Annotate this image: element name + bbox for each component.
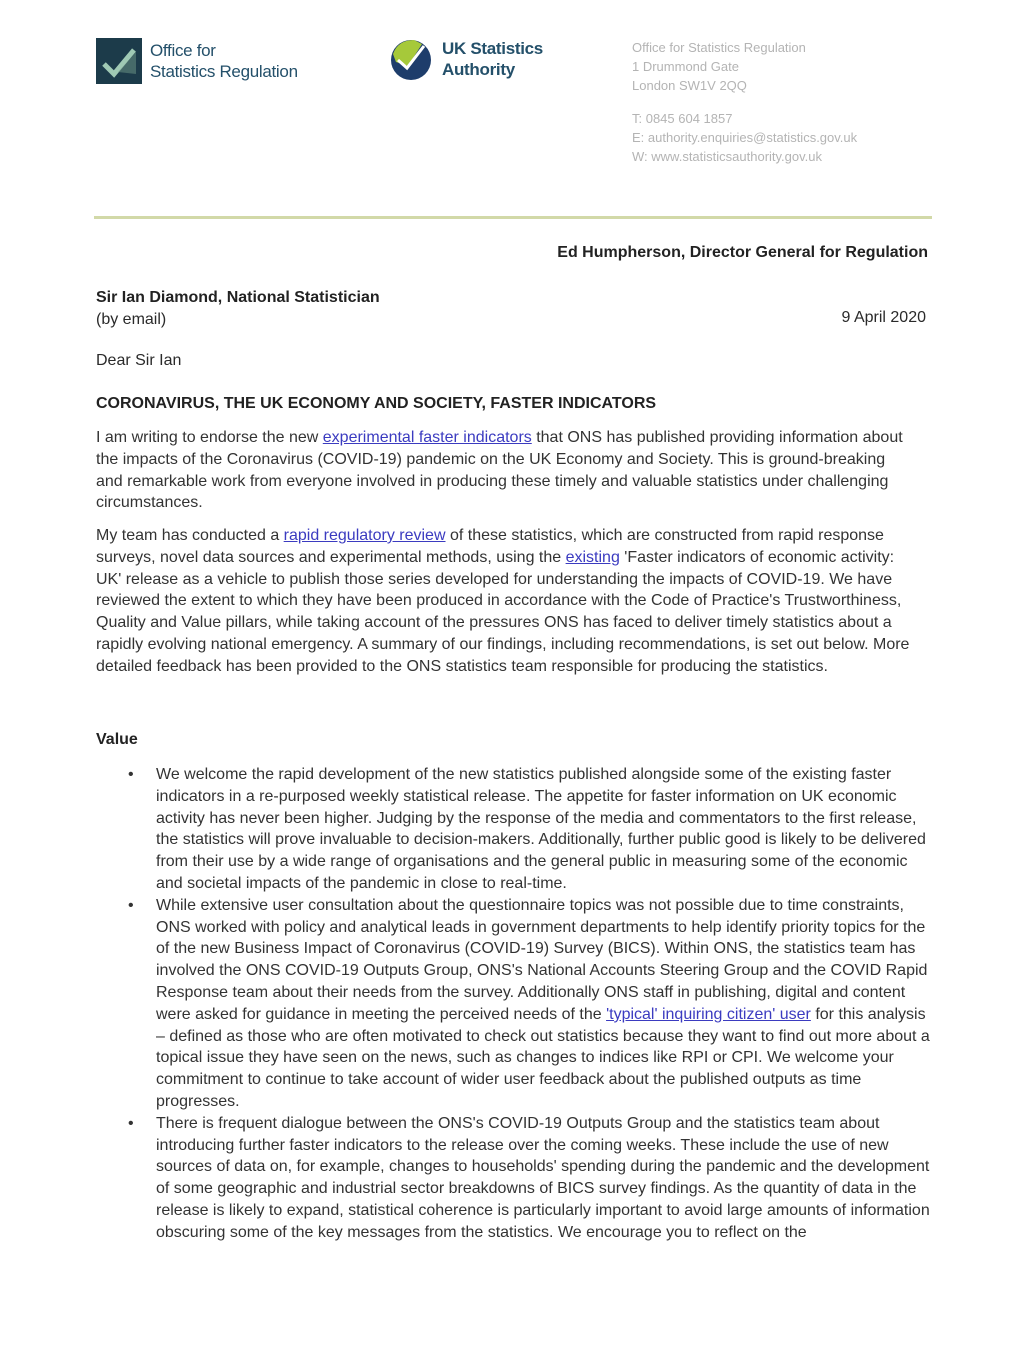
section-heading-value: Value	[96, 731, 138, 748]
experimental-faster-indicators-link[interactable]: experimental faster indicators	[322, 429, 532, 446]
bullet-icon: •	[128, 896, 134, 914]
address-line: 1 Drummond Gate	[632, 59, 739, 74]
bullet-text: We welcome the rapid development of the new statistics published alongside some of the existing faster indicators in a re-purposed weekly statistical release. The appetite for faster information on UK economic activity has never been higher. Judging by the response of the media and commentators to the first release, the statistics will prove invaluable to decision-makers. Additionally, further public good is likely to be delivered from their use by a wide range of organisations and the general public in measuring some of the economic and societal impacts of the pandemic in close to real-time.	[156, 766, 926, 892]
letter-date: 9 April 2020	[841, 309, 926, 326]
contact-email[interactable]: E: authority.enquiries@statistics.gov.uk	[632, 130, 858, 145]
text-span: I am writing to endorse the new	[96, 429, 323, 446]
uksa-logo-line1: UK Statistics	[442, 39, 543, 58]
osr-logo-line1: Office for	[150, 41, 216, 60]
osr-logo-text	[150, 40, 298, 82]
bullet-icon: •	[128, 766, 134, 783]
rapid-regulatory-review-link[interactable]: rapid regulatory review	[283, 527, 446, 544]
list-item	[96, 1113, 934, 1244]
list-item	[96, 895, 934, 1113]
paragraph-intro	[96, 427, 916, 514]
salutation: Dear Sir Ian	[96, 352, 182, 369]
text-span: that ONS has published providing information about the impacts of the Coronavirus (COVID-19) pandemic on the UK Economy and Society. This is ground-breaking and remarkable work from everyone involved in producing these timely and valuable statistics under challenging circumstances.	[96, 429, 903, 512]
text-span: of these statistics, which are constructed from rapid response surveys, novel data sources and experimental methods, using the	[96, 527, 884, 566]
typical-inquiring-citizen-link[interactable]: 'typical' inquiring citizen' user	[606, 1005, 811, 1023]
paragraph-review	[96, 525, 916, 678]
bullet-text: While extensive user consultation about the questionnaire topics was not possible due to time constraints, ONS worked with policy and analytical leads in government departments to help identify priority topics for the of the new Business Impact of Coronavirus (COVID-19) Survey (BICS). Within ONS, the statistics team has involved the ONS COVID-19 Outputs Group, ONS's National Accounts Steering Group and the COVID Rapid Response team about their needs from the survey. Additionally ONS staff in publishing, digital and content were asked for guidance in meeting the perceived needs of the	[156, 896, 928, 1023]
checkmark-circle-icon	[388, 36, 434, 82]
uksa-logo-line2: Authority	[442, 60, 515, 79]
uksa-logo-text	[442, 38, 543, 80]
contact-website[interactable]: W: www.statisticsauthority.gov.uk	[632, 149, 823, 164]
existing-release-link[interactable]: existing	[565, 548, 620, 566]
bullet-icon: •	[128, 1114, 134, 1132]
recipient-name: Sir Ian Diamond, National Statistician	[96, 289, 380, 306]
value-bullet-list	[96, 764, 934, 1244]
recipient-note: (by email)	[96, 311, 167, 328]
sender-name: Ed Humpherson, Director General for Regulation	[557, 244, 928, 261]
text-span: 'Faster indicators of economic activity: UK' release as a vehicle to publish those series developed for understanding the impacts of COVID-19. We have reviewed the extent to which they have been produced in accordance with the Code of Practice's Trustworthiness, Quality and Value pillars, while taking account of the pressures ONS has faced to deliver timely statistics about a rapidly evolving national emergency. A summary of our findings, including recommendations, is set out below. More detailed feedback has been provided to the ONS statistics team responsible for producing the statistics.	[96, 548, 910, 675]
recipient-block	[96, 287, 380, 331]
contact-phone: T: 0845 604 1857	[632, 111, 733, 126]
text-span: My team has conducted a	[96, 527, 284, 544]
uksa-logo	[388, 36, 543, 82]
osr-logo	[96, 38, 298, 84]
address-line: Office for Statistics Regulation	[632, 40, 806, 55]
bullet-text: for this analysis – defined as those who are often motivated to check out statistics because they want to find out more about a topical issue they have seen on the news, such as changes to indices like RPI or CPI. We welcome your commitment to continue to take account of wider user feedback about the published outputs as time progresses.	[156, 1005, 930, 1110]
list-item	[96, 764, 934, 895]
sender-address	[632, 38, 857, 166]
osr-logo-line2: Statistics Regulation	[150, 62, 298, 81]
subject-heading: CORONAVIRUS, THE UK ECONOMY AND SOCIETY, FASTER INDICATORS	[96, 395, 657, 412]
checkmark-square-icon	[96, 38, 142, 84]
bullet-text: There is frequent dialogue between the ONS's COVID-19 Outputs Group and the statistics team about introducing further faster indicators to the release over the coming weeks. These include the use of new sources of data on, for example, changes to households' spending during the pandemic and the development of some geographic and industrial sector breakdowns of BICS survey findings. As the quantity of data in the release is likely to expand, statistical coherence is particularly important to avoid large amounts of information obscuring some of the key messages from the statistics. We encourage you to reflect on the	[156, 1114, 930, 1241]
header-divider	[94, 216, 932, 219]
address-line: London SW1V 2QQ	[632, 78, 747, 93]
